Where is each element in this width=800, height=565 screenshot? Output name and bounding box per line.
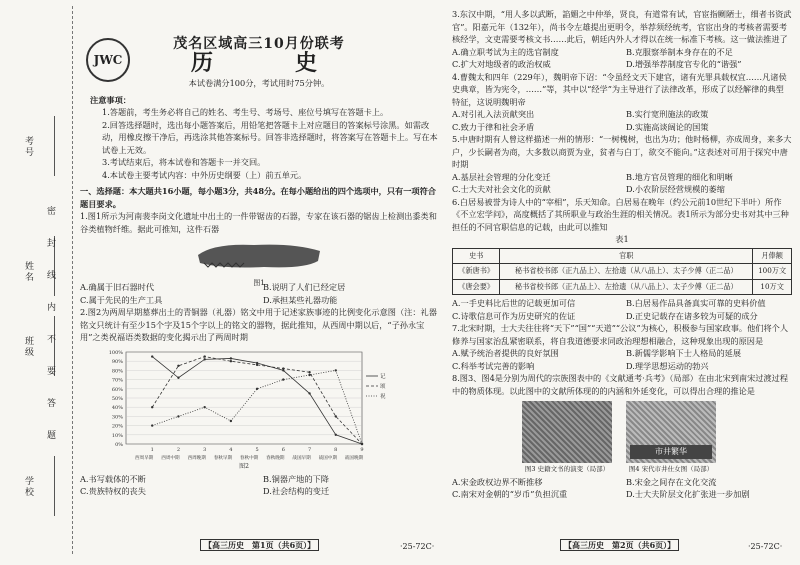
data-point [308,392,310,394]
data-point [203,406,205,408]
y-tick-label: 10% [111,432,123,439]
table-header: 官职 [500,248,753,264]
option-a[interactable]: A.对引礼入法贡献突出 [452,109,535,119]
x-tick-label: 9 [360,446,364,453]
school-line [54,456,55,516]
option-b[interactable]: B.克服察举制本身存在的不足 [626,46,733,57]
question-5-stem: 5.中唐时期有人曾这样描述一州的情形：“一树槐树，也出为功；他时杨柳，亦成周身，来多大户，少长嗣者为商，大多数以商贾为业，贫者与白丁，欲交不能向。”这表述对可用于探究中唐时期 [452,134,792,169]
category-label: 春秋中期 [239,455,259,461]
option-b[interactable]: B.白居易作品具备真实可靠的史料价值 [626,298,766,308]
question-3-options [452,46,792,71]
data-point [282,367,284,369]
option-d[interactable]: D.正史记载存在诸多较为可疑的成分 [626,310,758,321]
data-point [230,419,232,421]
question-7-options [452,347,792,372]
x-tick-label: 6 [281,446,285,453]
note-item: 1.答题前，考生务必将自己的姓名、考生号、考场号、座位号填写在答题卡上。 [102,107,389,117]
school-label: 学校 [23,476,33,498]
y-tick-label: 60% [111,386,123,393]
footer-left [200,540,319,551]
figure-4-image [626,401,716,463]
x-tick-label: 7 [307,446,312,453]
notes-title: 注意事项： [90,94,131,105]
option-d[interactable]: D.社会结构的变迁 [263,486,330,496]
option-c[interactable]: C.士大夫对社会文化的贡献 [452,184,551,194]
category-label: 西周中期 [161,455,180,461]
name-label: 姓名 [23,261,33,283]
y-tick-label: 0% [115,441,123,448]
y-tick-label: 20% [111,423,123,430]
left-column [80,8,438,498]
category-label: 春秋早期 [213,455,233,461]
figure-1-caption: 图1 [253,278,265,287]
table-1-caption: 表1 [615,234,629,244]
category-label: 战国晚期 [344,455,364,461]
seal-char: 内 [45,302,55,313]
question-6-options [452,297,792,322]
table-cell: 秘书省校书郎（正九品上）、左拾遗（从八品上）、太子少傅（正二品） [500,264,753,280]
figure-3 [522,401,612,476]
data-point [151,406,153,408]
option-c[interactable]: C.致力于律和社会矛盾 [452,121,535,132]
data-point [308,371,310,373]
figure-3-caption: 图3 史籍文书的演变（局部） [524,465,610,473]
option-a[interactable]: A.宋金政权边界不断推移 [452,476,543,487]
category-label: 西周晚期 [187,455,206,461]
x-tick-label: 2 [176,446,181,453]
subject-title: 历 史 [190,49,347,76]
figure-4-plate: 市井繁华 [630,445,712,459]
question-4-stem: 4.曹魏太和四年（229年），魏明帝下诏：“令虽经文天下建官，诸有光罪具载权宜……凡诸侯史典章，皆为宪令，……”等，其中以“经学”为主导进行了法律改革，形成了以经解律的典型特征，这说明魏明帝 [452,71,787,107]
table-row [453,279,792,295]
table-row [453,264,792,280]
data-point [177,415,179,417]
x-tick-label: 5 [255,446,259,453]
seal-char: 线 [45,270,55,281]
exam-number-line [54,116,55,176]
x-tick-label: 8 [334,446,338,453]
question-8-stem: 8.图3、图4是分别为周代的宗族图表中的《文献通考·兵考》（局部）在由北宋到南宋过渡过程中的物质体现。以此图中的文献所体现的的内涵和外延变化，可以得出合理的推论是 [452,373,789,396]
exam-number-label: 考号 [23,136,33,158]
x-tick-label: 4 [229,446,233,453]
data-point [335,369,337,371]
option-b[interactable]: B.实行宽刑施法的政策 [626,109,709,119]
page-label: 【高三历史 第1页（共6页）】 [200,539,319,551]
seal-char: 密 [45,206,55,217]
question-2-stem: 2.图2为两周早期墓葬出土的青铜器（礼器）铭文中用于记述家族事迹的比例变化示意图（注：礼器铭文只统计有至少15个字及15个字以上的铭文的器物，据此推知，从西周中期以后，“子孙永宝用”之类祝福语类数据的变化揭示出了两周时期 [80,307,437,342]
exam-title: 茂名区域高三10月份联考 [173,36,345,52]
option-b[interactable]: B.铜器产地的下降 [263,473,329,484]
question-2-options [80,473,438,498]
table-cell: 秘书省校书郎（正九品上）、左拾遗（从八品上）、太子少傅（正二品） [500,279,753,295]
data-point [308,373,310,375]
x-tick-label: 1 [150,446,154,453]
data-point [203,358,205,360]
option-b[interactable]: B.说明了人们已经定居 [263,282,346,292]
option-d[interactable]: D.实施高谈阔论的国策 [626,121,709,132]
exam-intro: 本试卷满分100分，考试用时75分钟。 [188,78,330,88]
footer-right-code: ·25-72C· [748,542,783,551]
category-label: 西周早期 [135,455,154,461]
figure-4 [626,401,716,476]
option-b[interactable]: B.地方官员管理的细化和明晰 [626,171,733,182]
footer-left-code: ·25-72C· [400,542,435,551]
table-header-row [453,248,792,264]
option-a[interactable]: A.确属于旧石器时代 [80,282,155,292]
y-tick-label: 50% [111,395,123,402]
note-item: 2.回答选择题时，选出每小题答案后，用铅笔把答题卡上对应题目的答案标号涂黑。如需改动，用橡皮擦干净后，再选涂其他答案标号。回答非选择题时，将答案写在答题卡上。写在本试卷上无效。 [102,119,438,155]
figure-3-image [522,401,612,463]
data-point [256,387,258,389]
legend-label: 记 [380,373,386,380]
note-item: 4.本试卷主要考试内容：中外历史纲要（上）前五单元。 [102,169,307,180]
note-item: 3.考试结束后，将本试卷和答题卡一并交回。 [102,157,266,167]
page-label: 【高三历史 第2页（共6页）】 [560,539,679,551]
legend-label: 颂 [380,383,386,390]
table-1 [452,248,792,296]
seal-char: 封 [45,238,55,249]
stone-tool-figure [194,239,324,287]
option-a[interactable]: A.赋予统治者提供的良好氛围 [452,348,559,358]
question-4-options [452,108,792,133]
data-point [151,424,153,426]
seal-char: 答 [45,398,55,409]
section-heading: 一、选择题：本大题共16小题，每小题3分，共48分。在每小题给出的四个选项中，只有一项符合题目要求。 [80,186,436,209]
option-c[interactable]: C.贵族特权的丧失 [80,486,146,496]
footer-right [560,540,679,551]
option-b[interactable]: B.新儒学影响下士人格局的延展 [626,348,742,358]
data-point [256,363,258,365]
data-point [230,360,232,362]
data-point [151,355,153,357]
chart-title: 图2 [239,462,249,470]
table-cell: 100万文 [753,264,792,280]
option-d[interactable]: D.承担某些礼器功能 [263,294,338,305]
option-c[interactable]: C.科举考试完善的影响 [452,360,535,371]
table-header: 史书 [453,248,500,264]
y-tick-label: 70% [111,377,123,384]
y-tick-label: 30% [111,413,123,420]
data-point [230,357,232,359]
option-c[interactable]: C.属于先民的生产工具 [80,294,163,305]
seal-char: 题 [45,430,55,441]
table-cell: 10万文 [753,279,792,295]
category-label: 春秋晚期 [266,455,285,461]
series-line [152,356,362,443]
y-tick-label: 100% [108,349,123,356]
question-5-options [452,171,792,196]
data-point [203,355,205,357]
publisher-logo: JWC [86,38,130,82]
series-line [152,356,362,443]
right-column [452,8,792,501]
option-d[interactable]: D.增强举荐制度官专化的“谐强” [626,59,742,69]
data-point [361,442,363,444]
binding-margin [8,6,73,554]
option-a[interactable]: A.基层社会管理的分化变迁 [452,171,551,182]
data-point [177,376,179,378]
y-tick-label: 40% [111,404,123,411]
option-d[interactable]: D.小农阶层经营规模的萎缩 [626,184,725,194]
stone-tool-image [194,239,324,273]
figure-3-4-row [452,401,792,476]
data-point [335,415,337,417]
question-6-stem: 6.白居易被誉为诗人中的“宰相”，乐天知命。白居易在晚年（约公元前10世纪下半叶）所作《不立宏学问》，高度概括了其所职业与政治生涯的相关情况。表1所示为部分史书对其中三种担任的不同官职信息的记载，由此可以推知 [452,196,789,232]
data-point [177,364,179,366]
option-c[interactable]: C.南宋对金朝的“岁币”负担沉重 [452,489,568,499]
line-chart [92,346,392,471]
table-cell: 《新唐书》 [453,264,500,280]
question-8-options [452,476,792,501]
option-d[interactable]: D.理学思想运动的勃兴 [626,360,709,371]
option-a[interactable]: A.一手史料比后世的记载更加可信 [452,298,576,308]
x-tick-label: 3 [203,446,207,453]
option-a[interactable]: A.书写载体的不断 [80,473,146,484]
data-point [335,433,337,435]
y-tick-label: 80% [111,367,123,374]
option-d[interactable]: D.士大夫阶层文化扩张进一步加剧 [626,489,750,499]
option-c[interactable]: C.诗歌信息可作为历史研究的佐证 [452,310,576,321]
seal-char: 不 [45,334,55,345]
question-7-stem: 7.北宋时期，士大夫往往将“天下”“国”“天道”“公议”为核心，积极参与国家政事。他们将个人修养与国家治乱紧密联系，将自我道德要求同政治理想相融合，这种现象出现的原因是 [452,323,789,346]
data-point [282,378,284,380]
seal-char: 要 [45,366,55,377]
y-tick-label: 90% [111,358,123,365]
option-c[interactable]: C.扩大对地级者的政治权威 [452,59,551,69]
figure-2-chart [92,346,392,471]
option-b[interactable]: B.宋金之间存在文化交流 [626,476,717,487]
category-label: 战国早期 [292,455,311,461]
figure-4-caption: 图4 宋代市井仕女图（局部） [628,465,714,473]
class-label: 班级 [23,336,33,358]
option-a[interactable]: A.确立职考试为主的选官制度 [452,46,559,57]
legend-label: 祝 [380,393,386,400]
question-1-stem: 1.图1所示为河南裴李岗文化遗址中出土的一件带锯齿的石器，专家在该石器的锯齿上检测出黍类和谷类植物纤维。据此可推知，这件石器 [80,211,437,234]
table-header: 月俸额 [753,248,792,264]
table-cell: 《唐会要》 [453,279,500,295]
category-label: 战国中期 [318,455,337,461]
notes-block [80,94,438,182]
question-3-stem: 3.东汉中期，“用人多以武断，諂媚之中仲举，贤良，有道常有试，官宦指劂陋士，细者书资武官”。阳嘉元年（132年），尚书令左雄提出更明令，举荐须经统考，官宦出身的考核者需要考核经学，文吏需要考核文书……此后，朝廷内外人才得以在统一标准下考核。这一做法推进了 [452,9,792,44]
